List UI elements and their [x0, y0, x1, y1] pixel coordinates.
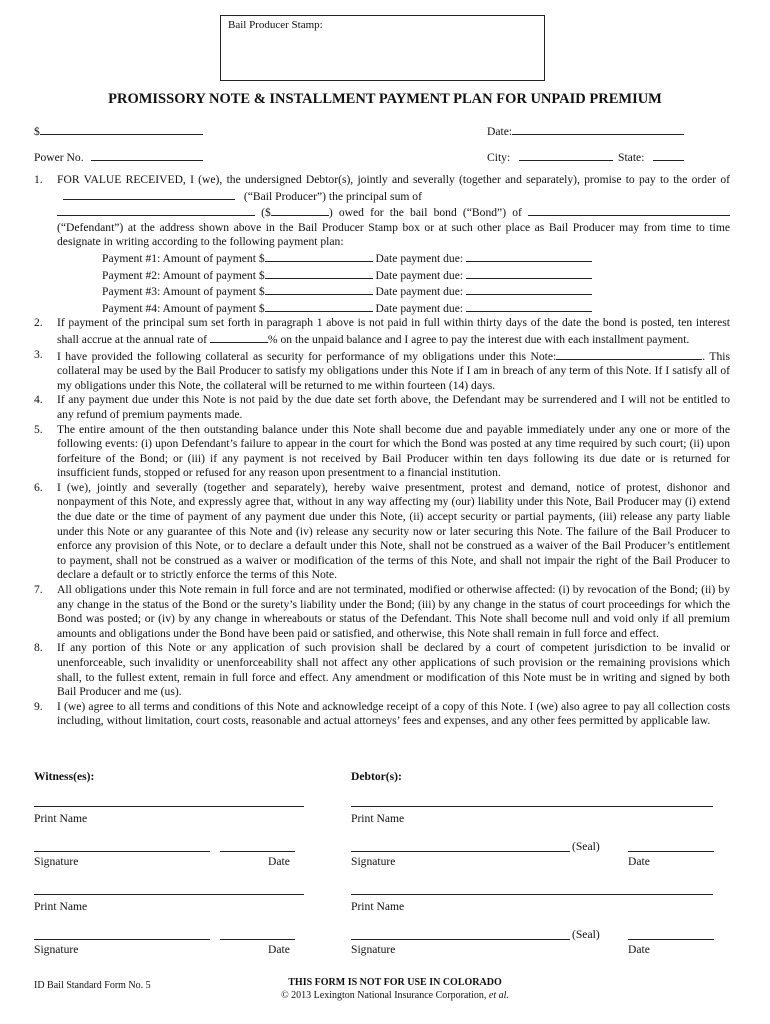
- payment-4-date[interactable]: [466, 300, 592, 312]
- witness-2-signature-line[interactable]: [34, 939, 210, 940]
- date-input[interactable]: [512, 123, 684, 135]
- date-label: Date: [628, 943, 650, 956]
- payment-2-amount[interactable]: [265, 267, 373, 279]
- debtor-2-signature-line[interactable]: [351, 939, 570, 940]
- print-name-label: Print Name: [351, 900, 405, 913]
- bail-producer-stamp-box[interactable]: [220, 15, 545, 81]
- copyright-line: © 2013 Lexington National Insurance Corporation, et al.: [281, 990, 509, 1001]
- date-label: Date: [268, 943, 290, 956]
- form-number: ID Bail Standard Form No. 5: [34, 980, 151, 991]
- date-label: Date: [628, 855, 650, 868]
- city-label: City:: [487, 151, 511, 164]
- amount-field-row: [34, 123, 203, 140]
- interest-rate-input[interactable]: [210, 331, 268, 343]
- witnesses-heading: Witness(es):: [34, 770, 95, 783]
- signature-label: Signature: [351, 943, 396, 956]
- state-label: State:: [618, 151, 645, 164]
- amount-input[interactable]: [40, 123, 203, 135]
- para1-text: ) owed for the bail bond (“Bond”) of: [328, 206, 522, 220]
- seal-label: (Seal): [572, 840, 600, 853]
- print-name-label: Print Name: [351, 812, 405, 825]
- para1-text: (“Bail Producer”) the principal sum of: [243, 189, 422, 203]
- date-label: Date:: [487, 125, 513, 138]
- witness-1-name-line[interactable]: [34, 806, 304, 807]
- principal-amount-input[interactable]: [271, 204, 329, 216]
- debtor-2-date-line[interactable]: [628, 939, 714, 940]
- paragraph-6: 6. I (we), jointly and severally (together and separately), hereby waive presentment, protest and demand, notice of protest, dishonor and nonpayment of this Note, and expressly agree that, without in any way affecting my (our) liability under this Note, Bail Producer may (i) extend the due date or the time of payment of any payment due under this Note, (ii) accept security or partial payments, (iii) release any party liable under this Note or any guarantee of this Note and (iv) release any security now or later securing this Note. The failure of the Bail Producer to enforce any provision of this Note, or to declare a default under this Note, shall not be construed as a waiver of the Bail Producer’s entitlement to payment, shall not be construed as a waiver or modification of the terms of this Note, and shall not impair the right of the Bail Producer to declare a default or to strictly enforce the terms of this Note.: [34, 480, 730, 582]
- state-input[interactable]: [653, 149, 684, 161]
- paragraph-4: 4. If any payment due under this Note is not paid by the due date set forth above, the Defendant may be surrendered and I will not be entitled to any refund of premium payments made.: [34, 393, 730, 421]
- payment-row: Payment #2: Amount of payment $ Date payment due:: [57, 267, 730, 284]
- paragraph-7: 7. All obligations under this Note remain in full force and are not terminated, modified or otherwise affected: (i) by revocation of the Bond; (ii) by any change in the status of the Bond or the surety’s liability under the Bond; (iii) by any change in the status of court proceedings for which the Bond was posted; or (iv) by any change in whereabouts or status of the Defendant. This Note shall become null and void only if all premium amounts and obligations under the Bond have been paid or satisfied, and otherwise, this Note shall remain in full force and effect.: [34, 583, 730, 640]
- para1-text: FOR VALUE RECEIVED, I (we), the undersigned Debtor(s), jointly and severally (together and separately), promise to pay to the order of: [57, 173, 730, 186]
- paragraph-9: 9. I (we) agree to all terms and conditions of this Note and acknowledge receipt of a copy of this Note. I (we) also agree to pay all collection costs including, without limitation, court costs, reasonable and actual attorneys’ fees and expenses, and any other fees permitted by applicable law.: [34, 699, 730, 728]
- city-input[interactable]: [519, 149, 613, 161]
- print-name-label: Print Name: [34, 900, 88, 913]
- form-title: PROMISSORY NOTE & INSTALLMENT PAYMENT PLAN FOR UNPAID PREMIUM: [108, 91, 662, 107]
- principal-words-input[interactable]: [57, 204, 255, 216]
- witness-2-date-line[interactable]: [220, 939, 295, 940]
- date-field-row: [487, 123, 684, 140]
- paragraph-1: [34, 173, 730, 316]
- collateral-input[interactable]: [556, 348, 702, 360]
- payment-1-amount[interactable]: [265, 250, 373, 262]
- paragraph-2: 2. If payment of the principal sum set forth in paragraph 1 above is not paid in full within thirty days of the date the bond is posted, ten interest shall accrue at the annual rate of % on the unpaid balance and I agree to pay the interest due with each installment payment.: [34, 316, 730, 346]
- payment-row: Payment #3: Amount of payment $ Date payment due:: [57, 283, 730, 300]
- debtors-heading: Debtor(s):: [351, 770, 402, 783]
- payment-4-amount[interactable]: [265, 300, 373, 312]
- seal-label: (Seal): [572, 928, 600, 941]
- signature-label: Signature: [34, 943, 79, 956]
- payment-3-amount[interactable]: [265, 283, 373, 295]
- colorado-notice: THIS FORM IS NOT FOR USE IN COLORADO: [288, 977, 502, 988]
- paragraph-3: 3. I have provided the following collateral as security for performance of my obligations under this Note: . This collateral may be used by the Bail Producer to satisfy my obligations under this Note if I am in breach of any term of this Note. If I satisfy all of my obligations under this Note, the collateral will be returned to me within fourteen (14) days.: [34, 347, 731, 392]
- para-number: 1.: [34, 173, 43, 186]
- debtor-1-date-line[interactable]: [628, 851, 714, 852]
- defendant-input[interactable]: [528, 204, 730, 216]
- signature-label: Signature: [34, 855, 79, 868]
- power-no-label: Power No.: [34, 151, 84, 164]
- para1-text: ($: [261, 206, 271, 220]
- stamp-label: Bail Producer Stamp:: [228, 19, 323, 31]
- paragraph-5: 5. The entire amount of the then outstanding balance under this Note shall become due and payable immediately under any one or more of the following events: (i) upon Defendant’s failure to appear in the court for which the Bond was posted at any time required by such court; (ii) upon forfeiture of the Bond; or (iii) if any payment is not received by Bail Producer within ten days following its due date or is returned for insufficient funds, stopped or refused for any reason upon presentment to a financial institution.: [34, 422, 730, 480]
- note-body: [34, 173, 730, 729]
- witness-2-name-line[interactable]: [34, 894, 304, 895]
- payment-1-date[interactable]: [466, 250, 592, 262]
- witness-1-date-line[interactable]: [220, 851, 295, 852]
- debtor-1-signature-line[interactable]: [351, 851, 570, 852]
- city-state-row: [487, 149, 684, 166]
- date-label: Date: [268, 855, 290, 868]
- para1-text: (“Defendant”) at the address shown above in the Bail Producer Stamp box or at such other place as Bail Producer may from time to time designate in writing according to the following payment plan:: [57, 220, 730, 249]
- power-no-field-row: [34, 149, 203, 166]
- print-name-label: Print Name: [34, 812, 88, 825]
- payment-row: Payment #1: Amount of payment $ Date payment due:: [57, 250, 730, 267]
- signature-label: Signature: [351, 855, 396, 868]
- witness-1-signature-line[interactable]: [34, 851, 210, 852]
- payment-3-date[interactable]: [466, 283, 592, 295]
- payment-2-date[interactable]: [466, 267, 592, 279]
- payment-row: Payment #4: Amount of payment $ Date payment due:: [57, 300, 730, 317]
- power-no-input[interactable]: [91, 149, 203, 161]
- debtor-1-name-line[interactable]: [351, 806, 713, 807]
- dollar-label: $: [34, 125, 40, 138]
- debtor-2-name-line[interactable]: [351, 894, 713, 895]
- bail-producer-input[interactable]: [63, 188, 235, 200]
- paragraph-8: 8. If any portion of this Note or any application of such provision shall be declared by a court of competent jurisdiction to be invalid or unenforceable, such invalidity or unenforceability shall not affect any other applications of such provision or the remaining provisions which shall, to the fullest extent, remain in full force and effect. Any amendment or modification of this Note must be in writing and signed by both Bail Producer and me (us).: [34, 641, 730, 699]
- footer-notice: [230, 976, 560, 1002]
